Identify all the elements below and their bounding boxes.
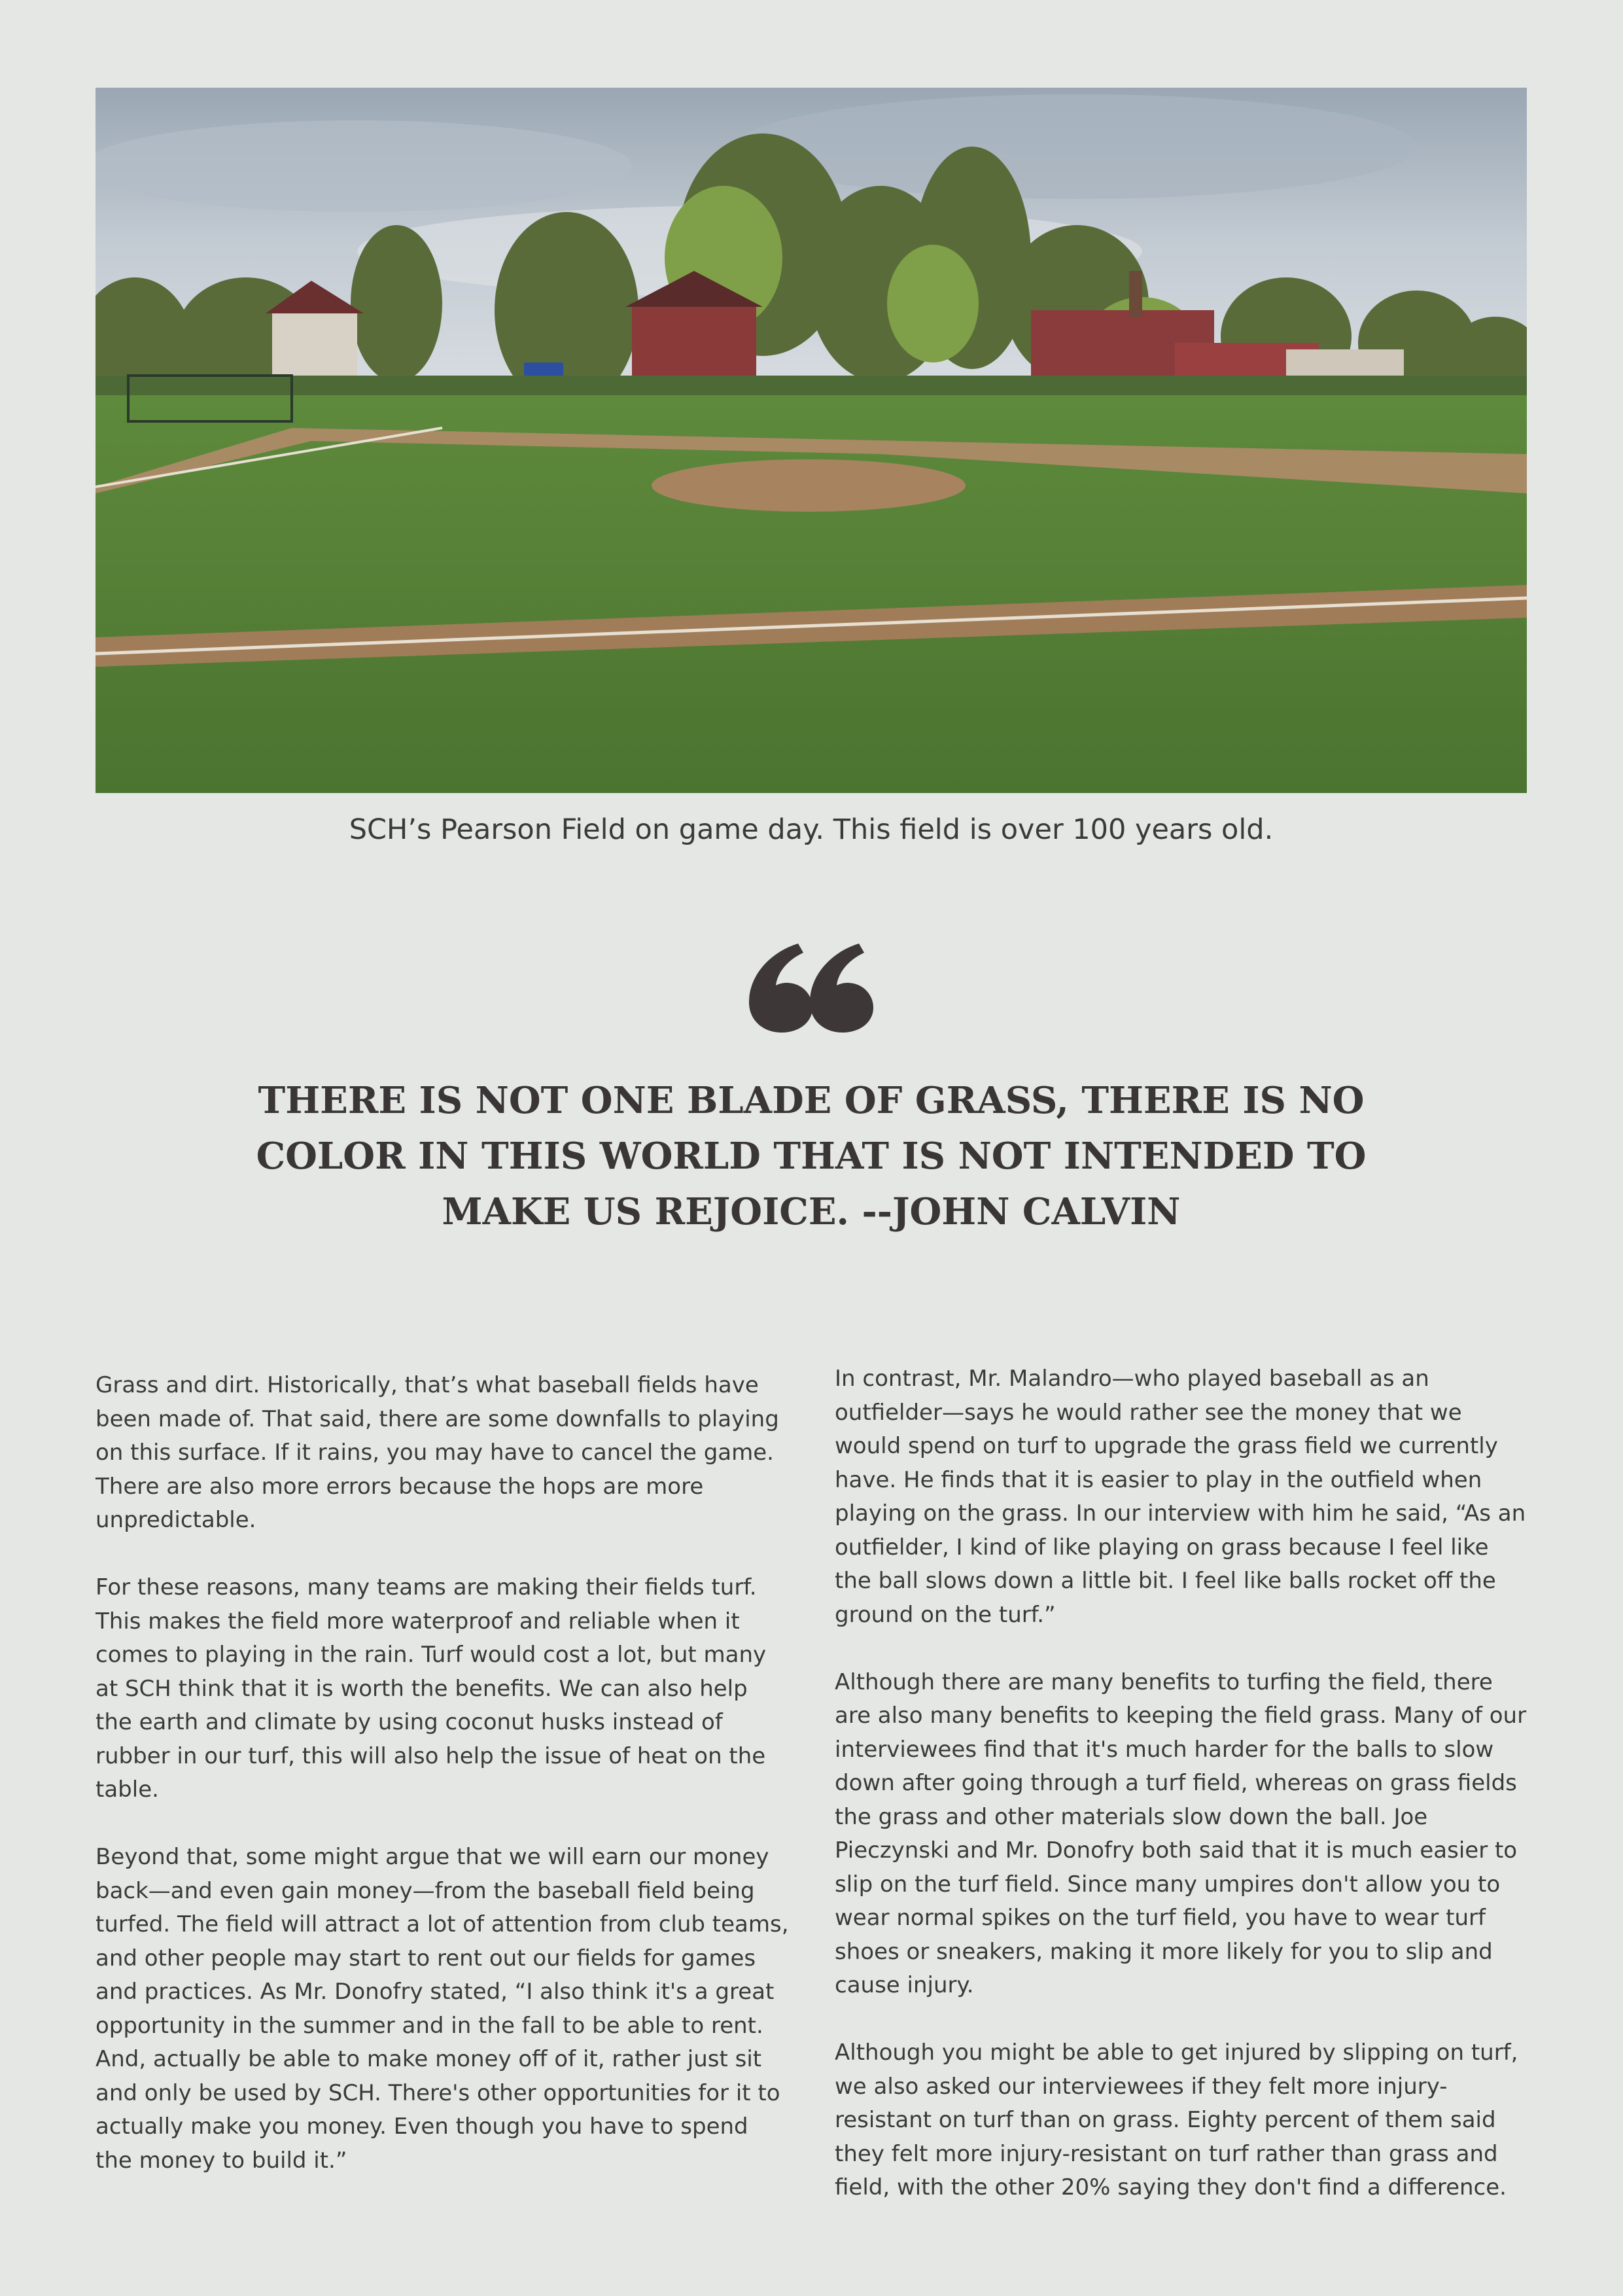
article-paragraph: Although you might be able to get injured by slipping on turf, we also asked our interviewees if they felt more injury-resistant on turf than on grass. Eighty percent of them said they felt more injury-resistant on turf rather than grass and field, with the other 20% saying they don't find a difference. — [835, 2040, 1518, 2200]
article-paragraph: Grass and dirt. Historically, that’s what baseball fields have been made of. That said, there are some downfalls to playing on this surface. If it rains, you may have to cancel the game. There are also more errors because the hops are more unpredictable. — [96, 1372, 779, 1533]
field-photo — [96, 88, 1527, 793]
article-paragraph: For these reasons, many teams are making their fields turf. This makes the field more waterproof and reliable when it comes to playing in the rain. Turf would cost a lot, but many at SCH think that it is worth the benefits. We can also help the earth and climate by using coconut husks instead of rubber in our turf, this will also help the issue of heat on the table. — [96, 1574, 767, 1803]
article-paragraph: Although there are many benefits to turfing the field, there are also many benefits to keeping the field grass. Many of our interviewees find that it's much harder for the balls to slow down after going through a turf field, whereas on grass fields the grass and other materials slow down the ball. Joe Pieczynski and Mr. Donofry both said that it is much easier to slip on the turf field. Since many umpires don't allow you to wear normal spikes on the turf field, you have to wear turf shoes or sneakers, making it more likely for you to slip and cause injury. — [835, 1669, 1527, 1998]
photo-caption: SCH’s Pearson Field on game day. This field is over 100 years old. — [349, 813, 1274, 846]
quote-mark-icon — [746, 942, 877, 1034]
pull-quote: THERE IS NOT ONE BLADE OF GRASS, THERE IS NO COLOR IN THIS WORLD THAT IS NOT INTENDED TO MAKE US REJOICE. --JOHN CALVIN — [256, 1079, 1367, 1233]
article-paragraph: Beyond that, some might argue that we will earn our money back—and even gain money—from the baseball field being turfed. The field will attract a lot of attention from club teams, and other people may start to rent out our fields for games and practices. As Mr. Donofry stated, “I also think it's a great opportunity in the summer and in the fall to be able to rent. And, actually be able to make money off of it, rather just sit and only be used by SCH. There's other opportunities for it to actually make you money. Even though you have to spend the money to build it.” — [96, 1844, 789, 2174]
article-paragraph: In contrast, Mr. Malandro—who played baseball as an outfielder—says he would rather see the money that we would spend on turf to upgrade the grass field we currently have. He finds that it is easier to play in the outfield when playing on the grass. In our interview with him he said, “As an outfielder, I kind of like playing on grass because I feel like the ball slows down a little bit. I feel like balls rocket off the ground on the turf.” — [835, 1366, 1526, 1628]
article-column-left — [96, 1369, 789, 2212]
article-column-right — [835, 1362, 1531, 2238]
